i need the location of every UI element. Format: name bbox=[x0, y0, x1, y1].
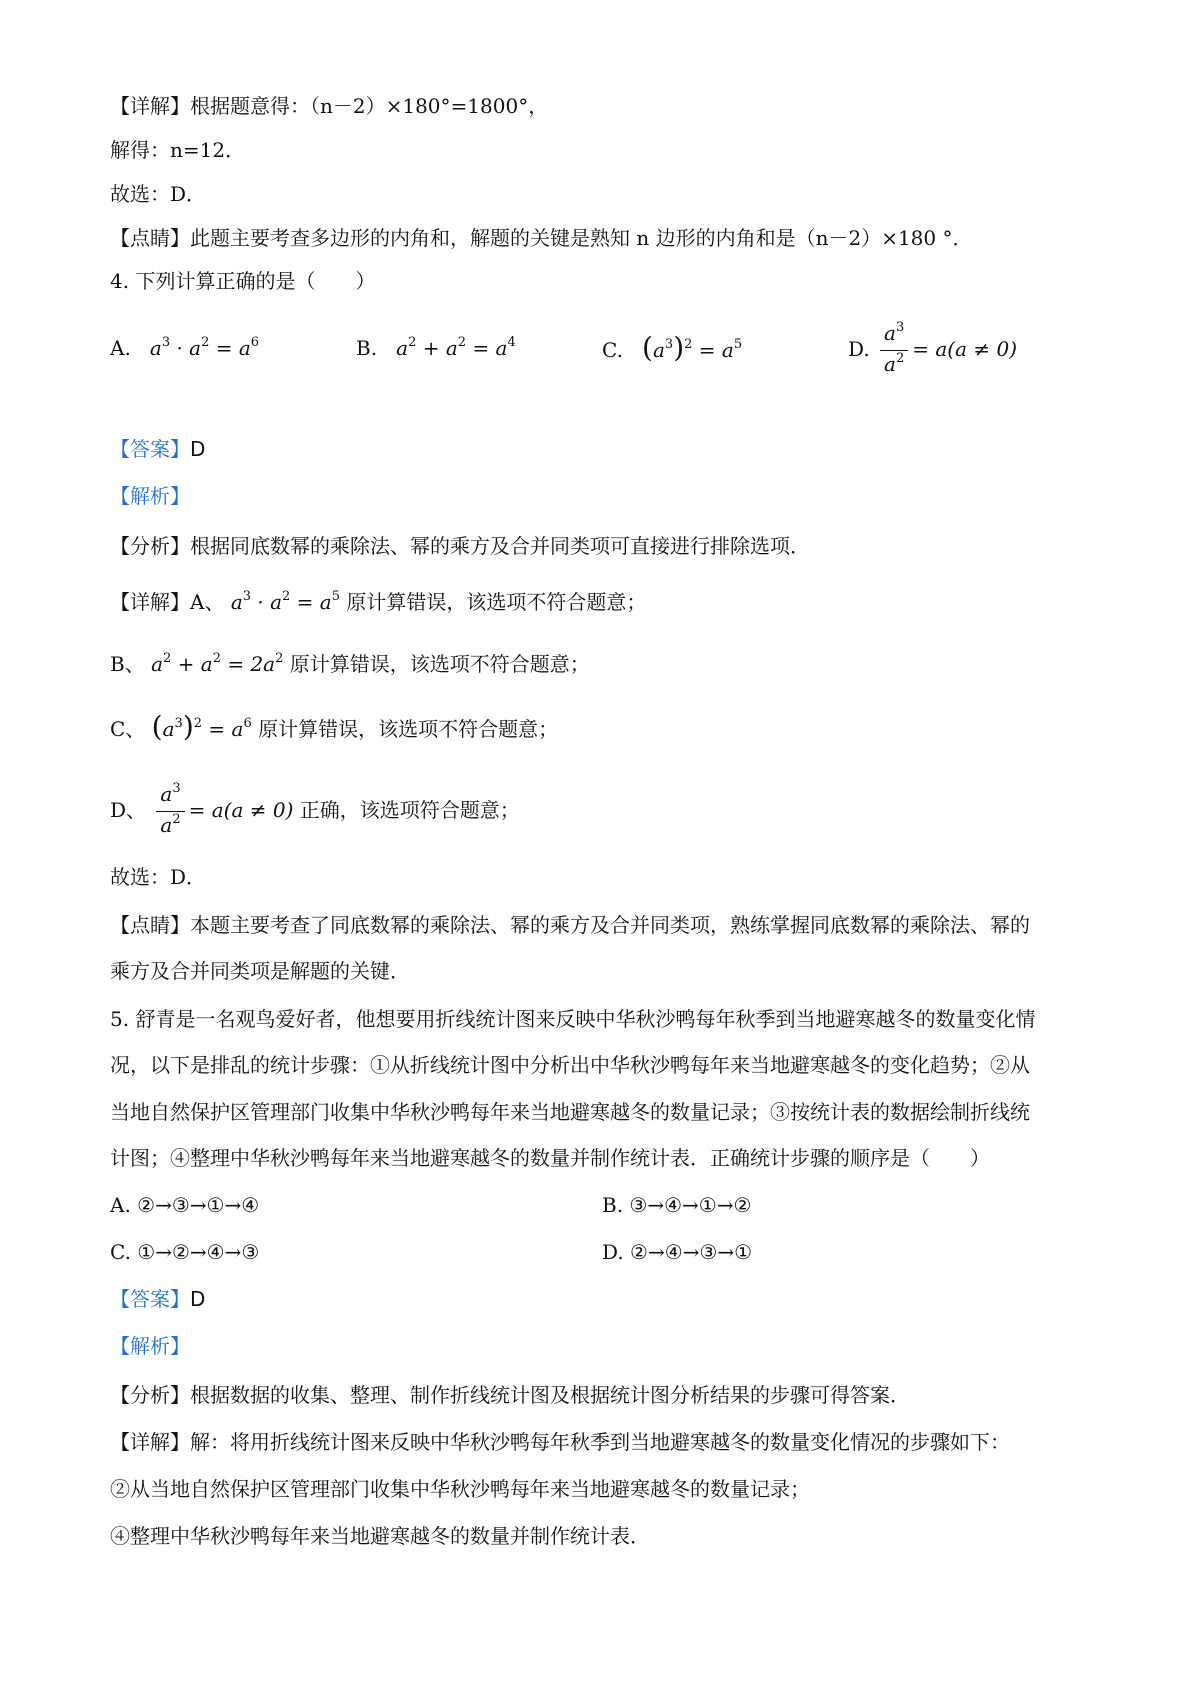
q5-option-a: A. ②→③→①→④ bbox=[110, 1193, 260, 1217]
q4-option-c bbox=[602, 333, 742, 369]
q4-answer bbox=[110, 434, 1100, 464]
q4-analysis: 【分析】根据同底数幂的乘除法、幂的乘方及合并同类项可直接进行排除选项． bbox=[110, 534, 810, 558]
q4-detail-c bbox=[110, 712, 1100, 748]
q4-option-b-label: B. bbox=[356, 336, 378, 360]
q5-stem-1: 5. 舒青是一名观鸟爱好者，他想要用折线统计图来反映中华秋沙鸭每年秋季到当地避寒越冬的数量变化情 bbox=[110, 1007, 1036, 1031]
q4-option-a bbox=[110, 333, 259, 367]
q4-option-c-expr: $(a^3)^2 = a^5$ bbox=[642, 331, 743, 364]
q5-option-b: B. ③→④→①→② bbox=[602, 1193, 752, 1217]
solve-line: 解得：n=12． bbox=[110, 138, 246, 162]
q4-detail-d bbox=[110, 781, 1100, 842]
q4-stem: 4. 下列计算正确的是（ ） bbox=[110, 269, 376, 293]
q4-detail-a-suffix: 原计算错误，该选项不符合题意； bbox=[346, 590, 647, 614]
q5-answer-value: D bbox=[190, 1287, 206, 1311]
q5-stem-4: 计图；④整理中华秋沙鸭每年来当地避寒越冬的数量并制作统计表．正确统计步骤的顺序是（ ） bbox=[110, 1146, 990, 1170]
q4-detail-c-expr: $(a^3)^2 = a^6$ bbox=[151, 710, 252, 743]
q4-detail-a-expr: $a^3 \cdot a^2 = a^5$ bbox=[230, 589, 340, 614]
q4-analysis-tag: 【解析】 bbox=[110, 484, 190, 508]
choose-line: 故选：D． bbox=[110, 182, 207, 206]
q4-option-c-label: C. bbox=[602, 338, 623, 362]
q5-detail: 【详解】解：将用折线统计图来反映中华秋沙鸭每年秋季到当地避寒越冬的数量变化情况的步骤如下： bbox=[110, 1430, 1010, 1454]
note-line: 【点睛】此题主要考查多边形的内角和，解题的关键是熟知 n 边形的内角和是（n－2）×180 °． bbox=[110, 226, 973, 250]
q4-detail-a-prefix: 【详解】A、 bbox=[110, 590, 225, 614]
q4-note-2: 乘方及合并同类项是解题的关键． bbox=[110, 959, 410, 983]
q4-detail-c-suffix: 原计算错误，该选项不符合题意； bbox=[258, 717, 559, 741]
q4-answer-value: D bbox=[190, 437, 206, 461]
q4-choose: 故选：D． bbox=[110, 865, 207, 889]
detail-line-1: 【详解】根据题意得：（n－2）×180°=1800°， bbox=[110, 94, 549, 118]
q5-answer-tag: 【答案】 bbox=[110, 1287, 190, 1311]
q4-detail-d-fraction: $\frac{a^3}{a^2}$ bbox=[156, 781, 184, 842]
q5-option-c: C. ①→②→④→③ bbox=[110, 1240, 260, 1264]
q5-analysis-tag: 【解析】 bbox=[110, 1334, 190, 1358]
q5-answer bbox=[110, 1284, 1100, 1314]
q4-note-1: 【点睛】本题主要考查了同底数幂的乘除法、幂的乘方及合并同类项，熟练掌握同底数幂的乘除法、幂的 bbox=[110, 913, 1030, 937]
q4-option-b bbox=[356, 333, 516, 367]
q4-detail-b bbox=[110, 649, 1100, 683]
q4-option-d bbox=[848, 320, 1017, 381]
q5-option-d: D. ②→④→③→① bbox=[602, 1240, 753, 1264]
q4-option-b-expr: $a^2 + a^2 = a^4$ bbox=[383, 335, 516, 360]
q4-detail-b-prefix: B、 bbox=[110, 652, 145, 676]
q5-step-4: ④整理中华秋沙鸭每年来当地避寒越冬的数量并制作统计表． bbox=[110, 1524, 650, 1548]
q5-stem-3: 当地自然保护区管理部门收集中华秋沙鸭每年来当地避寒越冬的数量记录；③按统计表的数据绘制折线统 bbox=[110, 1100, 1030, 1124]
q5-analysis: 【分析】根据数据的收集、整理、制作折线统计图及根据统计图分析结果的步骤可得答案． bbox=[110, 1383, 910, 1407]
q4-detail-b-suffix: 原计算错误，该选项不符合题意； bbox=[289, 652, 590, 676]
q5-stem-2: 况，以下是排乱的统计步骤：①从折线统计图中分析出中华秋沙鸭每年来当地避寒越冬的变化趋势；②从 bbox=[110, 1053, 1030, 1077]
q4-option-d-expr: = a(a ≠ 0) bbox=[912, 337, 1018, 361]
q4-option-a-expr: $a^3 \cdot a^2 = a^6$ bbox=[137, 335, 260, 360]
q4-detail-b-expr: $a^2 + a^2 = 2a^2$ bbox=[151, 651, 284, 676]
q4-option-a-label: A. bbox=[110, 336, 131, 360]
q4-answer-tag: 【答案】 bbox=[110, 437, 190, 461]
q4-detail-d-expr: = a(a ≠ 0) bbox=[188, 798, 294, 822]
q4-detail-d-suffix: 正确，该选项符合题意； bbox=[299, 798, 520, 822]
q5-step-2: ②从当地自然保护区管理部门收集中华秋沙鸭每年来当地避寒越冬的数量记录； bbox=[110, 1477, 810, 1501]
q4-detail-c-prefix: C、 bbox=[110, 717, 146, 741]
q4-detail-d-prefix: D、 bbox=[110, 798, 147, 822]
q4-detail-a bbox=[110, 587, 1100, 621]
q4-option-d-fraction: $\frac{a^3}{a^2}$ bbox=[880, 320, 908, 381]
q4-option-d-label: D. bbox=[848, 337, 870, 361]
